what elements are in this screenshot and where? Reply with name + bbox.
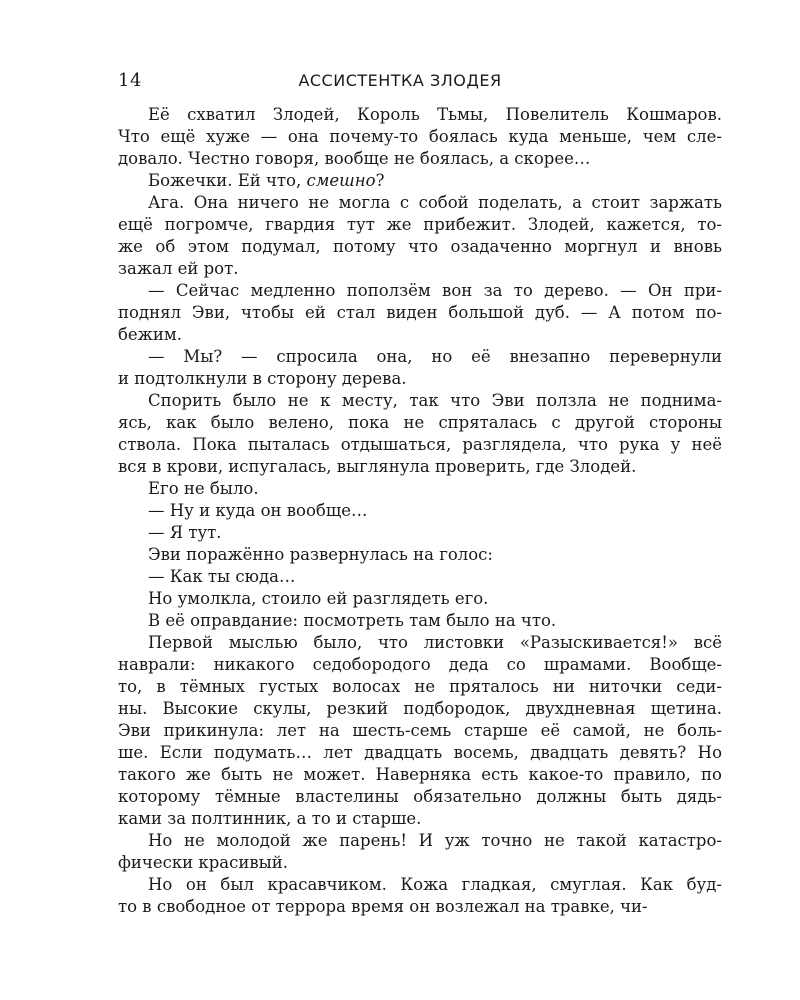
paragraph xyxy=(118,280,722,346)
paragraph xyxy=(118,500,722,522)
text-line: ещё погромче, гвардия тут же прибежит. Злодей, кажется, то- xyxy=(118,215,722,234)
paragraph xyxy=(118,566,722,588)
text-line: ны. Высокие скулы, резкий подбородок, двухдневная щетина. xyxy=(118,699,722,718)
text-line: ясь, как было велено, пока не спряталась с другой стороны xyxy=(118,413,722,432)
text-line: Эви поражённо развернулась на голос: xyxy=(148,545,493,564)
text-line: вся в крови, испугалась, выглянула проверить, где Злодей. xyxy=(118,457,637,476)
text-line: же об этом подумал, потому что озадаченно моргнул и вновь xyxy=(118,237,722,256)
text-line: Первой мыслью было, что листовки «Разыскивается!» всё xyxy=(148,633,722,652)
text-line: Но не молодой же парень! И уж точно не такой катастро- xyxy=(148,831,722,850)
paragraph xyxy=(118,522,722,544)
text-line: наврали: никакого седобородого деда со шрамами. Вообще- xyxy=(118,655,722,674)
text-line: такого же быть не может. Наверняка есть какое-то правило, по xyxy=(118,765,722,784)
paragraph xyxy=(118,632,722,830)
paragraph xyxy=(118,588,722,610)
running-head: АССИСТЕНТКА ЗЛОДЕЯ xyxy=(298,71,502,90)
text-line: Божечки. Ей что, смешно? xyxy=(148,171,385,190)
text-line: Но он был красавчиком. Кожа гладкая, смуглая. Как буд- xyxy=(148,875,722,894)
text-line: зажал ей рот. xyxy=(118,259,239,278)
paragraph xyxy=(118,390,722,478)
text-line: довало. Честно говоря, вообще не боялась, а скорее… xyxy=(118,149,591,168)
text-line: Её схватил Злодей, Король Тьмы, Повелитель Кошмаров. xyxy=(148,105,722,124)
text-line: бежим. xyxy=(118,325,182,344)
text-line: Его не было. xyxy=(148,479,259,498)
text-line: Но умолкла, стоило ей разглядеть его. xyxy=(148,589,489,608)
page-number: 14 xyxy=(118,70,142,91)
text-line: — Я тут. xyxy=(148,523,222,542)
text-line: ками за полтинник, а то и старше. xyxy=(118,809,422,828)
text-line: В её оправдание: посмотреть там было на что. xyxy=(148,611,557,630)
text-line: Спорить было не к месту, так что Эви ползла не поднима- xyxy=(148,391,722,410)
text-line: — Сейчас медленно поползём вон за то дерево. — Он при- xyxy=(148,281,722,300)
text-line: которому тёмные властелины обязательно должны быть дядь- xyxy=(118,787,722,806)
paragraph xyxy=(118,874,722,918)
paragraph xyxy=(118,192,722,280)
paragraph xyxy=(118,170,722,192)
text-line: — Мы? — спросила она, но её внезапно перевернули xyxy=(148,347,722,366)
body-text xyxy=(118,104,722,918)
text-line: фически красивый. xyxy=(118,853,288,872)
text-line: то в свободное от террора время он возлежал на травке, чи- xyxy=(118,897,648,916)
paragraph xyxy=(118,830,722,874)
text-line: Что ещё хуже — она почему-то боялась куда меньше, чем сле- xyxy=(118,127,722,146)
text-line: и подтолкнули в сторону дерева. xyxy=(118,369,407,388)
text-line: Эви прикинула: лет на шесть-семь старше её самой, не боль- xyxy=(118,721,722,740)
text-line: поднял Эви, чтобы ей стал виден большой дуб. — А потом по- xyxy=(118,303,722,322)
text-line: Ага. Она ничего не могла с собой поделать, а стоит заржать xyxy=(148,193,722,212)
text-line: — Ну и куда он вообще… xyxy=(148,501,368,520)
paragraph xyxy=(118,610,722,632)
text-line: — Как ты сюда… xyxy=(148,567,296,586)
text-line: то, в тёмных густых волосах не пряталось ни ниточки седи- xyxy=(118,677,722,696)
paragraph xyxy=(118,478,722,500)
paragraph xyxy=(118,544,722,566)
paragraph xyxy=(118,104,722,170)
text-line: ше. Если подумать… лет двадцать восемь, двадцать девять? Но xyxy=(118,743,722,762)
text-line: ствола. Пока пыталась отдышаться, разглядела, что рука у неё xyxy=(118,435,722,454)
paragraph xyxy=(118,346,722,390)
